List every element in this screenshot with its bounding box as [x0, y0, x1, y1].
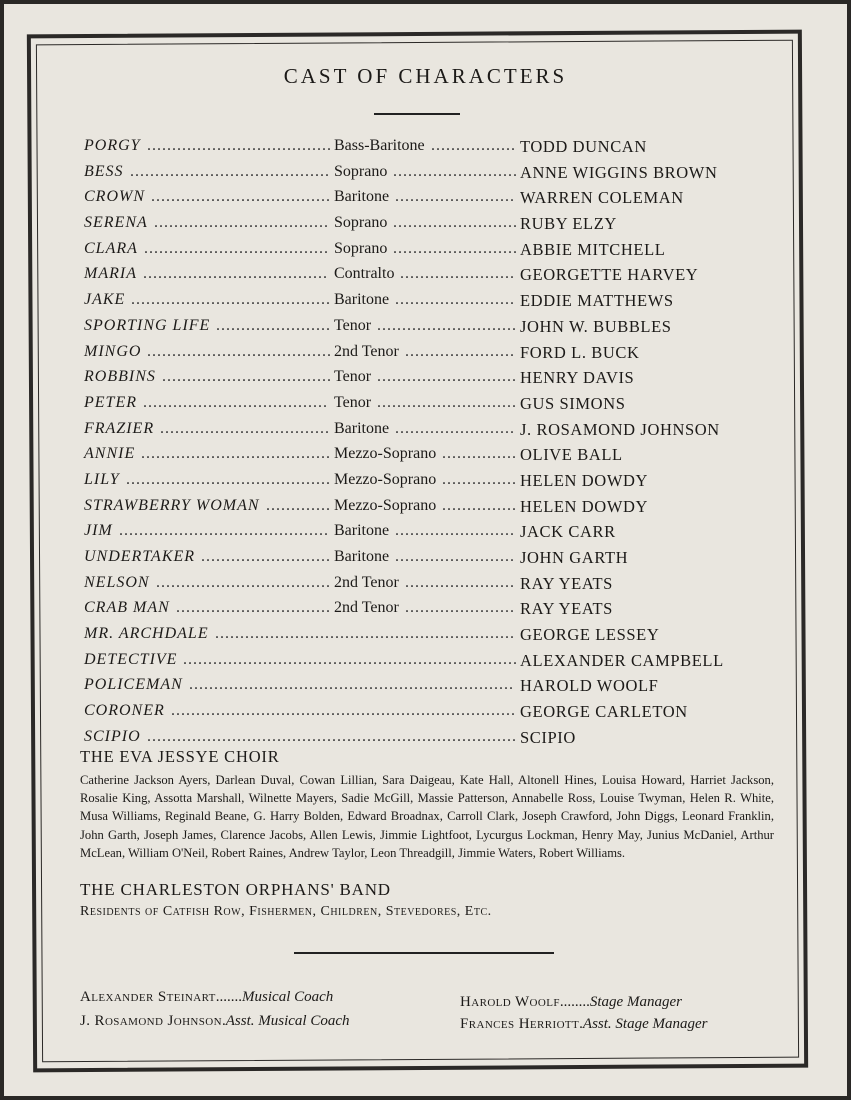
leader-dots: ...............: [442, 470, 517, 488]
leader-dots: .....................................................................: [171, 702, 516, 720]
voice-type: Bass-Baritone: [334, 137, 425, 154]
leader-dots: .....................................: [143, 393, 328, 411]
credit-role: Asst. Musical Coach: [225, 1013, 350, 1029]
leader-dots: ............................: [377, 316, 517, 334]
role-name: SPORTING LIFE: [84, 316, 211, 334]
role-name: DETECTIVE: [84, 650, 178, 668]
role-name: POLICEMAN: [84, 676, 183, 694]
title-divider: [374, 113, 460, 115]
actor-name: JOHN GARTH: [520, 548, 629, 567]
role-name: BESS: [84, 162, 124, 180]
voice-type: Baritone: [334, 522, 390, 540]
role-name: PETER: [84, 393, 137, 411]
voice-type: Baritone: [334, 419, 390, 437]
credits-divider: [294, 952, 554, 954]
leader-dots: ........................: [395, 522, 515, 540]
credit-role: Asst. Stage Manager: [582, 1016, 708, 1032]
leader-dots: ........................: [395, 419, 515, 437]
choir-members: Catherine Jackson Ayers, Darlean Duval, Cowan Lillian, Sara Daigeau, Kate Hall, Altonell Hines, Louisa Howard, Harriet Jackson, Rosalie King, Assotta Marshall, Wilnette Mayers, Sadie McGill, Massie Patterson, Annabelle Ross, Louise Twyman, Helen R. White, Musa Williams, Reginald Beane, G. Harry Bolden, Edward Broadnax, Carroll Clark, Joseph Crawford, John Diggs, Leonard Franklin, John Garth, Joseph James, Clarence Jacobs, Allen Lewis, Jimmie Lightfoot, Lycurgus Lockman, Henry May, Junius McDaniel, Arthur McLean, William O'Neil, Robert Raines, Andrew Taylor, Leon Threadgill, Jimmie Waters, Robert Williams.: [80, 773, 774, 860]
credit-name: Alexander Steinart: [80, 989, 216, 1005]
ensemble-line: Residents of Catfish Row, Fishermen, Children, Stevedores, Etc.: [80, 904, 492, 919]
actor-name: HENRY DAVIS: [520, 368, 635, 388]
role-name: CRAB MAN: [84, 599, 170, 617]
leader-dots: ...............: [442, 496, 517, 514]
role-name: MARIA: [84, 265, 137, 283]
role-name: MR. ARCHDALE: [84, 625, 209, 643]
actor-name: GEORGE CARLETON: [520, 702, 688, 722]
credit-line: J. Rosamond Johnson.Asst. Musical Coach: [80, 1013, 350, 1029]
leader-dots: ........................: [395, 548, 515, 565]
role-name: JIM: [84, 522, 113, 540]
leader-dots: .....................................: [147, 137, 332, 154]
credit-line: Frances Herriott.Asst. Stage Manager: [460, 1016, 708, 1032]
voice-type: Baritone: [334, 291, 390, 309]
actor-name: JACK CARR: [520, 522, 616, 542]
role-name: ANNIE: [84, 445, 136, 463]
voice-type: 2nd Tenor: [334, 573, 399, 591]
actor-name: HAROLD WOOLF: [520, 676, 659, 696]
credit-line: Alexander Steinart.......Musical Coach: [80, 989, 334, 1005]
actor-name: EDDIE MATTHEWS: [520, 291, 674, 311]
actor-name: HELEN DOWDY: [520, 496, 649, 516]
role-name: CROWN: [84, 188, 145, 206]
role-name: CLARA: [84, 239, 138, 257]
role-name: FRAZIER: [84, 419, 155, 437]
actor-name: RUBY ELZY: [520, 214, 617, 234]
leader-dots: ..................................: [160, 419, 330, 437]
leader-dots: .........................: [393, 214, 518, 232]
voice-type: Soprano: [334, 162, 388, 180]
role-name: UNDERTAKER: [84, 548, 196, 565]
role-name: CORONER: [84, 702, 165, 720]
leader-dots: .........................: [393, 239, 518, 257]
leader-dots: .....................................: [144, 239, 329, 257]
voice-type: Contralto: [334, 265, 395, 283]
voice-type: Mezzo-Soprano: [334, 496, 437, 514]
actor-name: TODD DUNCAN: [520, 137, 647, 156]
actor-name: GUS SIMONS: [520, 393, 626, 413]
leader-dots: ...................................: [154, 214, 329, 232]
role-name: PORGY: [84, 137, 141, 154]
leader-dots: ............................................................: [215, 625, 515, 643]
leader-dots: ....................................: [151, 188, 331, 206]
leader-dots: ..........................: [201, 548, 331, 565]
leader-dots: .......................: [216, 316, 331, 334]
leader-dots: .................: [431, 137, 516, 154]
leader-dots: ...............................: [176, 599, 331, 617]
credit-role: Stage Manager: [589, 994, 682, 1010]
leader-dots: .......................: [400, 265, 515, 283]
role-name: MINGO: [84, 342, 142, 360]
leader-dots: ...............: [442, 445, 517, 463]
leader-dots: ............................: [377, 393, 517, 411]
leader-dots: ......................................: [141, 445, 331, 463]
actor-name: FORD L. BUCK: [520, 342, 640, 362]
actor-name: WARREN COLEMAN: [520, 188, 684, 208]
role-name: LILY: [84, 470, 120, 488]
voice-type: Soprano: [334, 239, 388, 257]
leader-dots: ........................: [395, 291, 515, 309]
actor-name: OLIVE BALL: [520, 445, 623, 465]
leader-dots: ..........................................................................: [147, 727, 517, 745]
leader-dots: ......................: [405, 573, 515, 591]
choir-title: THE EVA JESSYE CHOIR: [80, 747, 280, 766]
voice-type: 2nd Tenor: [334, 599, 399, 617]
leader-dots: ..................................: [162, 368, 332, 386]
actor-name: ALEXANDER CAMPBELL: [520, 650, 724, 670]
actor-name: RAY YEATS: [520, 573, 613, 593]
leader-dots: ......................: [405, 599, 515, 617]
leader-dots: .............: [266, 496, 331, 514]
credit-name: J. Rosamond Johnson: [80, 1013, 222, 1029]
role-name: STRAWBERRY WOMAN: [84, 496, 260, 514]
band-title: THE CHARLESTON ORPHANS' BAND: [80, 880, 391, 899]
actor-name: HELEN DOWDY: [520, 470, 649, 490]
credit-role: Musical Coach: [242, 989, 334, 1005]
leader-dots: .........................................: [126, 470, 331, 488]
leader-dots: ..........................................: [119, 522, 329, 540]
actor-name: ABBIE MITCHELL: [520, 239, 666, 259]
role-name: JAKE: [84, 291, 126, 309]
leader-dots: ........................................: [131, 291, 331, 309]
role-name: NELSON: [84, 573, 150, 591]
leader-dots: ...................................: [156, 573, 331, 591]
voice-type: Tenor: [334, 368, 372, 386]
leader-dots: ......................: [405, 342, 515, 360]
voice-type: Baritone: [334, 548, 390, 565]
voice-type: Mezzo-Soprano: [334, 445, 437, 463]
leader-dots: ........................................: [130, 162, 330, 180]
voice-type: Soprano: [334, 214, 388, 232]
actor-name: J. ROSAMOND JOHNSON: [520, 419, 720, 439]
actor-name: GEORGE LESSEY: [520, 625, 660, 645]
voice-type: 2nd Tenor: [334, 342, 399, 360]
actor-name: GEORGETTE HARVEY: [520, 265, 699, 285]
leader-dots: ........................: [395, 188, 515, 206]
credit-name: Harold Woolf: [460, 994, 560, 1010]
leader-dots: .........................: [393, 162, 518, 180]
voice-type: Tenor: [334, 316, 372, 334]
leader-dots: ............................: [377, 368, 517, 386]
actor-name: JOHN W. BUBBLES: [520, 316, 672, 336]
actor-name: SCIPIO: [520, 727, 576, 747]
role-name: SCIPIO: [84, 727, 141, 745]
actor-name: ANNE WIGGINS BROWN: [520, 162, 718, 182]
credit-name: Frances Herriott: [460, 1016, 580, 1032]
voice-type: Mezzo-Soprano: [334, 470, 437, 488]
role-name: ROBBINS: [84, 368, 156, 386]
credit-line: Harold Woolf........Stage Manager: [460, 994, 682, 1010]
actor-name: RAY YEATS: [520, 599, 613, 619]
voice-type: Tenor: [334, 393, 372, 411]
leader-dots: .....................................: [143, 265, 328, 283]
leader-dots: .....................................: [147, 342, 332, 360]
page-title: CAST OF CHARACTERS: [283, 64, 568, 88]
voice-type: Baritone: [334, 188, 390, 206]
leader-dots: ...................................................................: [183, 650, 518, 668]
leader-dots: .................................................................: [189, 676, 514, 694]
role-name: SERENA: [84, 214, 148, 232]
